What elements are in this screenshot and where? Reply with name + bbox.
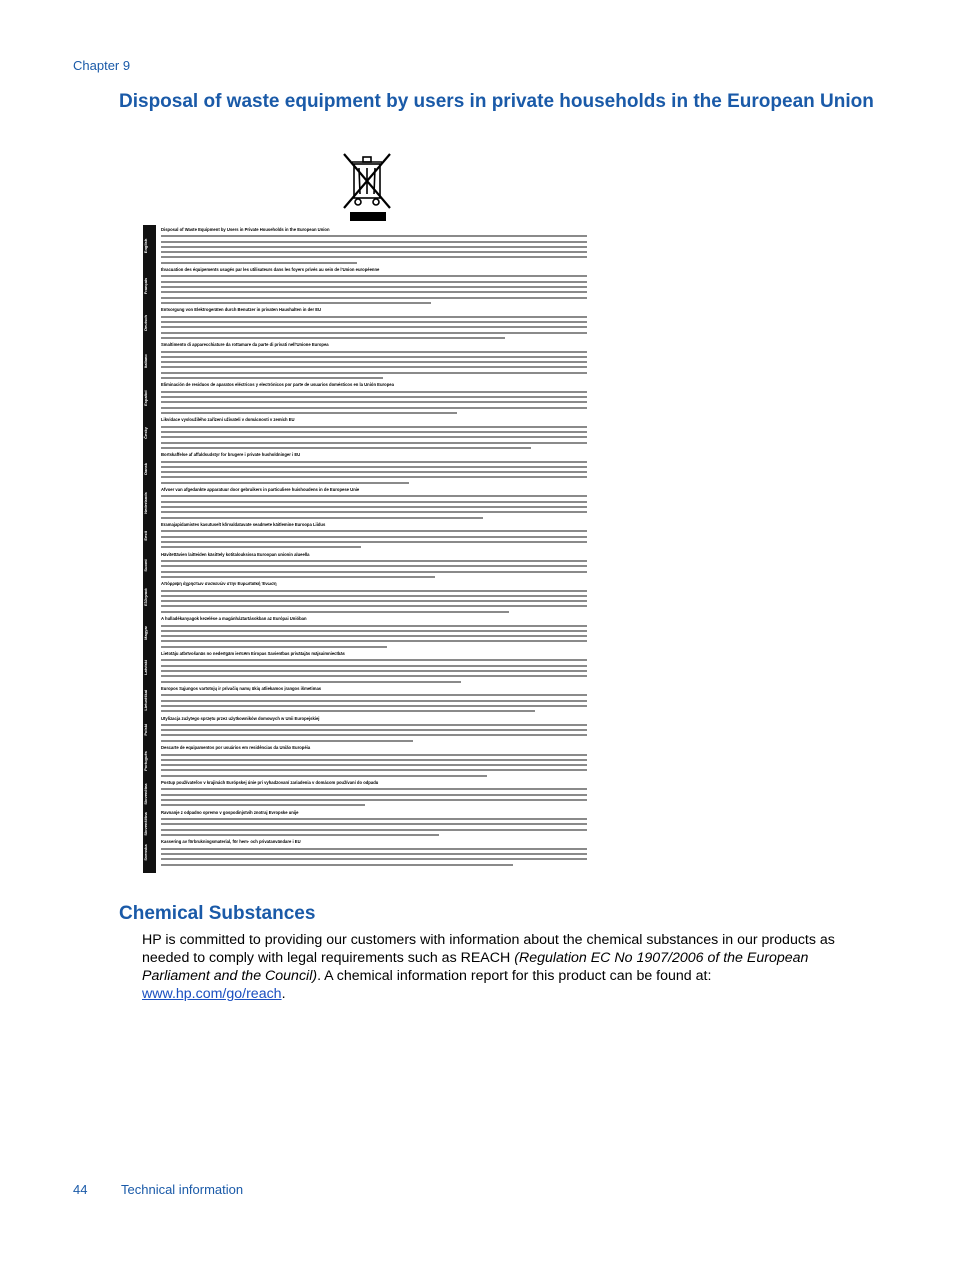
notice-text-line [161, 361, 587, 363]
multilingual-disposal-notice [143, 225, 600, 873]
notice-text-line [161, 337, 505, 339]
language-label: Português [143, 751, 148, 772]
notice-text-line [161, 605, 587, 607]
notice-text-line [161, 466, 587, 468]
notice-paragraph [161, 745, 596, 776]
notice-text-line [161, 291, 587, 293]
notice-paragraph-title: Eliminación de residuos de aparatos eléctricos y electrónicos por parte de usuarios domésticos en la Unión Europea [161, 382, 394, 388]
language-label: Polski [143, 723, 148, 736]
language-label: Latviski [143, 660, 148, 676]
notice-paragraph-title: Postup používateľov v krajinách Európskej únie pri vyhadzovaní zariadenia v domácom používaní do odpadu [161, 780, 379, 786]
notice-paragraph [161, 581, 596, 612]
notice-text-line [161, 635, 587, 637]
notice-text-line [161, 724, 587, 726]
section-title-disposal: Disposal of waste equipment by users in private households in the European Union [119, 91, 874, 112]
notice-text-line [161, 426, 587, 428]
notice-text-line [161, 501, 587, 503]
notice-text-line [161, 530, 587, 532]
notice-text-line [161, 316, 587, 318]
notice-text-line [161, 576, 435, 578]
notice-text-line [161, 740, 413, 742]
notice-text-line [161, 565, 587, 567]
notice-text-line [161, 431, 587, 433]
notice-text-line [161, 256, 587, 258]
language-label: Magyar [143, 625, 148, 640]
notice-text-line [161, 646, 387, 648]
notice-paragraph [161, 552, 596, 578]
body-text-part-2: . A chemical information report for this product can be found at: [317, 968, 712, 984]
notice-text-line [161, 595, 587, 597]
notice-text-line [161, 246, 587, 248]
notice-paragraph [161, 267, 596, 304]
notice-text-line [161, 560, 587, 562]
notice-text-line [161, 834, 439, 836]
notice-paragraph [161, 616, 596, 647]
notice-text-line [161, 754, 587, 756]
body-text-part-3: . [281, 986, 286, 1002]
notice-text-line [161, 681, 461, 683]
notice-text-line [161, 476, 587, 478]
notice-paragraph-title: A hulladékanyagok kezelése a magánháztartásokban az Európai Unióban [161, 616, 307, 622]
notice-text-line [161, 326, 587, 328]
notice-text-line [161, 366, 587, 368]
notice-text-line [161, 600, 587, 602]
language-sidebar [143, 225, 156, 873]
notice-paragraph-title: Bortskaffelse af affaldsudstyr for brugere i private husholdninger i EU [161, 452, 301, 458]
notice-text-line [161, 235, 587, 237]
notice-paragraph-title: Disposal of Waste Equipment by Users in Private Households in the European Union [161, 227, 330, 232]
language-label: Eesti [143, 531, 148, 541]
language-label: Nederlands [143, 492, 148, 515]
notice-text-line [161, 775, 487, 777]
notice-text-line [161, 436, 587, 438]
notice-paragraph-title: Descarte de equipamentos por usuários em residências da União Européia [161, 745, 311, 751]
chemical-substances-text [142, 931, 854, 1003]
notice-text-line [161, 818, 587, 820]
language-label: English [143, 238, 148, 254]
notice-text-line [161, 734, 587, 736]
notice-text-line [161, 396, 587, 398]
notice-text-line [161, 694, 587, 696]
language-label: Lietuviškai [143, 689, 148, 711]
notice-text-line [161, 729, 587, 731]
notice-text-line [161, 281, 587, 283]
notice-text-line [161, 546, 361, 548]
notice-text-line [161, 442, 587, 444]
notice-text-line [161, 665, 587, 667]
notice-text-line [161, 241, 587, 243]
notice-text-line [161, 482, 409, 484]
notice-text-line [161, 506, 587, 508]
notice-text-line [161, 302, 431, 304]
notice-text-line [161, 675, 587, 677]
notice-paragraph-title: Eramajapidamistes kasutuselt kõrvaldatavate seadmete käitlemine Euroopa Liidus [161, 522, 326, 528]
notice-text-line [161, 571, 587, 573]
notice-text-line [161, 275, 587, 277]
regulation-reference: (Regulation EC No 1907/2006 of the European Parliament and the Council) [142, 950, 809, 984]
language-label: Česky [143, 427, 148, 440]
notice-text-line [161, 517, 483, 519]
notice-text-line [161, 391, 587, 393]
notice-paragraph-title: Likvidace vysloužilého zařízení uživateli v domácnosti v zemích EU [161, 417, 295, 423]
notice-text-line [161, 858, 587, 860]
notice-text-line [161, 794, 587, 796]
notice-paragraph-title: Kassering av förbrukningsmaterial, för hem- och privatanvändare i EU [161, 839, 301, 845]
body-text-part-1: HP is committed to providing our customers with information about the chemical substances in our products as needed to comply with legal requirements such as REACH [142, 932, 835, 966]
notice-text-line [161, 511, 587, 513]
notice-paragraph-title: Smaltimento di apparecchiature da rottamare da parte di privati nell'Unione Europea [161, 342, 329, 348]
notice-text-line [161, 640, 587, 642]
reach-link[interactable]: www.hp.com/go/reach [142, 986, 282, 1002]
notice-text-line [161, 590, 587, 592]
notice-text-line [161, 401, 587, 403]
language-label: Svenska [143, 845, 148, 862]
notice-paragraph [161, 452, 596, 483]
language-label: Suomi [143, 559, 148, 572]
crossed-out-wheelie-bin-icon [338, 148, 398, 223]
notice-text-line [161, 788, 587, 790]
notice-text-line [161, 351, 587, 353]
language-label: Deutsch [143, 315, 148, 332]
notice-text-line [161, 829, 587, 831]
notice-text-line [161, 377, 383, 379]
notice-text-line [161, 764, 587, 766]
notice-text-line [161, 332, 587, 334]
notice-paragraph [161, 382, 596, 413]
notice-text-line [161, 864, 513, 866]
notice-paragraph [161, 780, 596, 806]
notice-text-line [161, 471, 587, 473]
notice-paragraph-title: Évacuation des équipements usagés par les utilisateurs dans les foyers privés au sein de l'Union européenne [161, 267, 380, 273]
notice-text-line [161, 461, 587, 463]
notice-paragraph-title: Ravnanje z odpadno opremo v gospodinjstvih znotraj Evropske unije [161, 809, 299, 815]
notice-paragraph-title: Απόρριψη άχρηστων συσκευών στην Ευρωπαϊκή Ένωση [161, 581, 277, 587]
notice-paragraph-title: Utylizacja zużytego sprzętu przez użytkowników domowych w Unii Europejskiej [161, 715, 320, 721]
notice-text-line [161, 407, 587, 409]
notice-text-line [161, 848, 587, 850]
chapter-label: Chapter 9 [73, 58, 131, 73]
notice-text-line [161, 372, 587, 374]
notice-paragraph [161, 487, 596, 518]
notice-text-line [161, 321, 587, 323]
notice-text-line [161, 541, 587, 543]
notice-paragraph-title: Lietotāju atbrīvošanās no nederīgām ierīcēm Eiropas Savienības privātajās mājsaimniecībās [161, 651, 345, 657]
notice-paragraph [161, 686, 596, 712]
section-title-chemical: Chemical Substances [119, 903, 316, 924]
notice-paragraph-title: Entsorgung von Elektrogeräten durch Benutzer in privaten Haushalten in der EU [161, 307, 322, 313]
notice-paragraph [161, 417, 596, 448]
notice-text-line [161, 262, 357, 264]
notice-text-line [161, 251, 587, 253]
language-label: Italiano [143, 354, 148, 369]
notice-text-line [161, 705, 587, 707]
notice-paragraph [161, 522, 596, 548]
notice-paragraph [161, 227, 596, 264]
notice-paragraph [161, 342, 596, 379]
notice-text-line [161, 823, 587, 825]
notice-text-line [161, 630, 587, 632]
language-label: Français [143, 278, 148, 295]
notice-text-line [161, 286, 587, 288]
notice-paragraph [161, 307, 596, 338]
notice-text-line [161, 625, 587, 627]
notice-text-line [161, 853, 587, 855]
notice-paragraph-title: Hävitettävien laitteiden käsittely kotitalouksissa Euroopan unionin alueella [161, 551, 310, 557]
language-label: Español [143, 391, 148, 407]
language-label: Slovenčina [143, 783, 148, 805]
notice-text-line [161, 536, 587, 538]
language-label: Ελληνικά [143, 589, 148, 607]
notice-text-line [161, 799, 587, 801]
notice-text-line [161, 447, 531, 449]
notice-text-line [161, 611, 509, 613]
notice-text-line [161, 700, 587, 702]
page-number: 44 [73, 1182, 88, 1197]
notice-paragraph-title: Europos Sąjungos vartotojų ir privačių namų ūkių atliekamos įrangos išmetimas [161, 686, 322, 692]
notice-text-line [161, 670, 587, 672]
language-label: Dansk [143, 462, 148, 475]
notice-text-line [161, 297, 587, 299]
notice-text-line [161, 769, 587, 771]
notice-paragraph [161, 839, 596, 865]
notice-text-line [161, 412, 457, 414]
notice-text-line [161, 659, 587, 661]
language-label: Slovenščina [143, 811, 148, 836]
notice-text-line [161, 356, 587, 358]
notice-paragraph [161, 651, 596, 682]
notice-text-line [161, 759, 587, 761]
notice-paragraph [161, 716, 596, 742]
notice-paragraph [161, 810, 596, 836]
notice-text-line [161, 710, 535, 712]
notice-paragraph-title: Afvoer van afgedankte apparatuur door gebruikers in particuliere huishoudens in de Europese Unie [161, 487, 360, 493]
notice-text-line [161, 495, 587, 497]
notice-text-line [161, 804, 365, 806]
footer-section-label: Technical information [121, 1182, 244, 1197]
